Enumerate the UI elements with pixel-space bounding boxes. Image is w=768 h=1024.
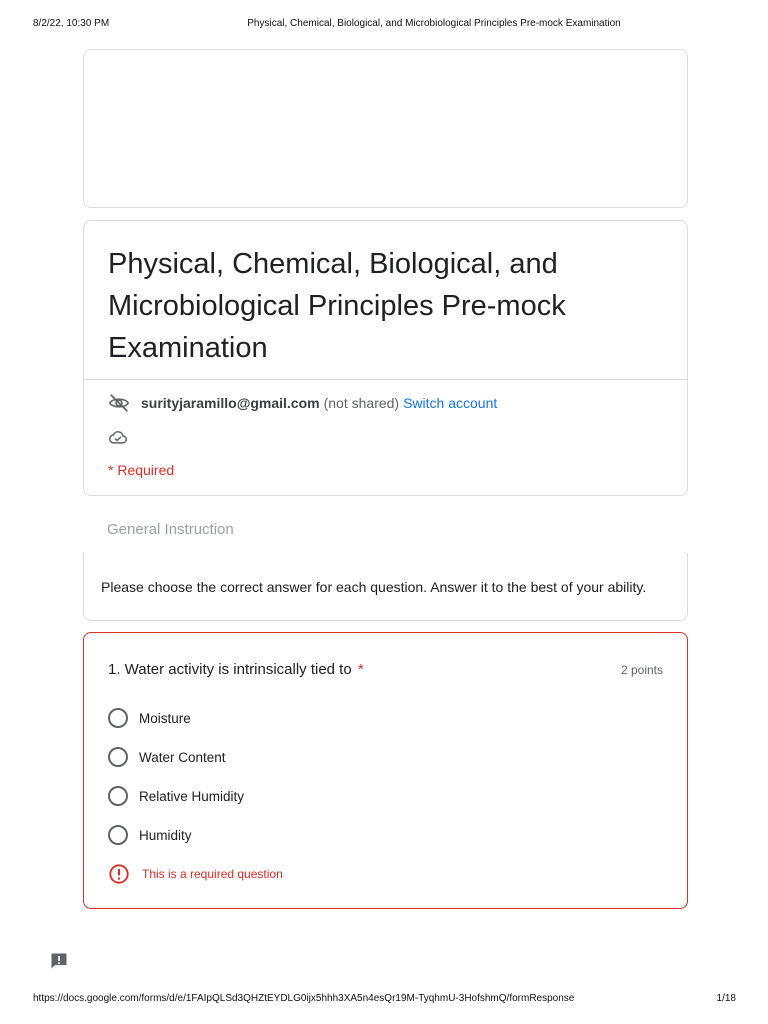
radio-button[interactable]	[108, 825, 128, 845]
switch-account-link[interactable]: Switch account	[403, 395, 498, 411]
option-humidity[interactable]	[108, 824, 192, 846]
account-row	[108, 392, 497, 414]
cloud-check-icon	[108, 429, 128, 445]
radio-button[interactable]	[108, 786, 128, 806]
form-title: Physical, Chemical, Biological, and Microbiological Principles Pre-mock Examination	[108, 248, 566, 364]
error-text: This is a required question	[142, 867, 283, 881]
question-points: 2 points	[620, 663, 663, 677]
option-moisture[interactable]	[108, 707, 191, 729]
required-marker: *	[357, 661, 364, 678]
eye-off-icon	[108, 392, 130, 414]
question-title	[108, 661, 364, 678]
option-water-content[interactable]	[108, 746, 226, 768]
account-email: surityjaramillo@gmail.com	[141, 395, 320, 411]
error-message	[108, 863, 283, 885]
option-label: Moisture	[139, 710, 191, 726]
section-description-card	[83, 553, 688, 621]
question-card	[83, 632, 688, 909]
question-text: 1. Water activity is intrinsically tied to	[108, 661, 352, 678]
option-label: Water Content	[139, 749, 226, 765]
print-datetime: 8/2/22, 10:30 PM	[33, 18, 110, 29]
not-shared-label: (not shared)	[323, 395, 400, 411]
print-url: https://docs.google.com/forms/d/e/1FAIpQLSd3QHZtEYDLG0ijx5hhh3XA5n4esQr19M-TyqhmU-3HofshmQ/formResponse	[33, 993, 575, 1004]
radio-button[interactable]	[108, 747, 128, 767]
page-number: 1/18	[716, 993, 736, 1004]
radio-button[interactable]	[108, 708, 128, 728]
form-title-card	[83, 220, 688, 496]
option-relative-humidity[interactable]	[108, 785, 244, 807]
divider	[84, 379, 687, 380]
section-description: Please choose the correct answer for each question. Answer it to the best of your ability.	[101, 579, 647, 595]
header-banner	[83, 49, 688, 208]
error-icon	[108, 863, 130, 885]
feedback-icon[interactable]	[49, 951, 69, 971]
required-note: * Required	[108, 462, 175, 478]
print-title: Physical, Chemical, Biological, and Microbiological Principles Pre-mock Examination	[247, 18, 621, 29]
option-label: Relative Humidity	[139, 788, 245, 804]
option-label: Humidity	[139, 827, 192, 843]
print-header	[0, 18, 768, 32]
section-title: General Instruction	[107, 521, 234, 538]
